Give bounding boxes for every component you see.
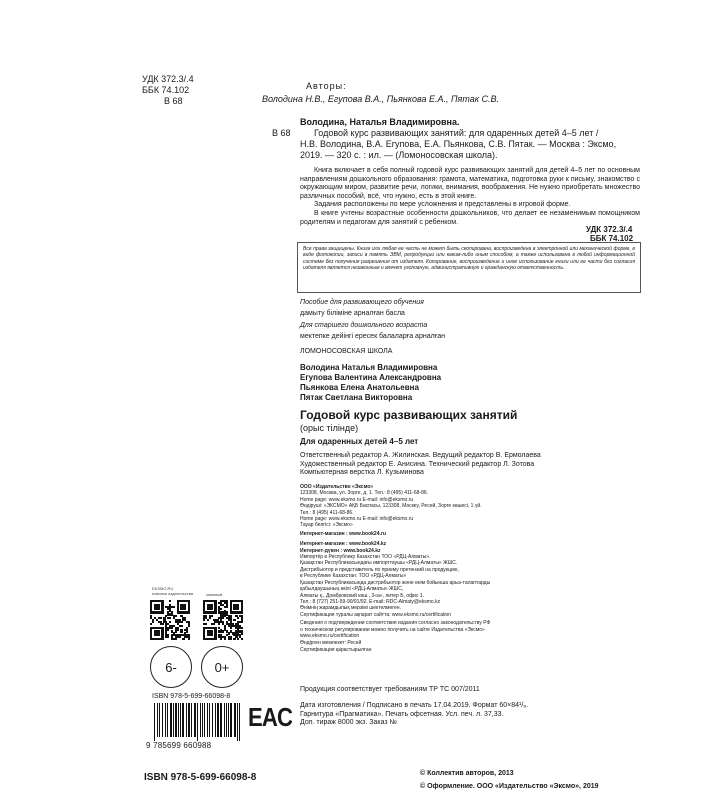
age-rating-badge [201,646,243,688]
purpose-block [300,299,445,341]
publisher-line: в Республике Казахстан: ТОО «РДЦ-Алматы» [300,573,407,580]
publisher-line: Home page: www.eksmo.ru E-mail: info@eksmo.ru [300,516,414,523]
full-authors [300,363,441,403]
entry-code: В 68 [272,128,291,138]
purpose-ru: Пособие для развивающего обучения [300,299,424,306]
publisher-line: Сертификация туралы ақпарат сайтта: www.eksmo.ru/certification [300,611,452,618]
abstract-paragraph: Книга включает в себя полный годовой курс развивающих занятий для детей 4–5 лет по основным направлениям дошкольного образования: грамота, математика, подготовка руки к письму, знакомство с окружающим миром, развитие речи, логики, внимания, воображения. Не нужно приобретать множество различных пособий, всё, что нужно, есть в этой книге. [300,167,640,200]
author-name: Пьянкова Елена Анатольевна [300,383,419,392]
publisher-line: Тауар белгісі: «Эксмо» [300,522,353,529]
editor-line: Ответственный редактор А. Жилинская. Ведущий редактор В. Ермолаева [300,452,541,459]
catalog-line: Н.В. Володина, В.А. Егупова, Е.А. Пьянкова, С.В. Пятак. — Москва : Эксмо, [300,139,617,149]
publisher-line: Тел.: 8 (727) 251-59-90/91/92. E-mail: RDC-Almaty@eksmo.kz [300,598,441,605]
print-line: Гарнитура «Прагматика». Печать офсетная. Усл. печ. л. 37,33. [300,710,504,718]
publisher-line: Сертификация қарастырылған [300,646,372,653]
catalog-entry [300,128,640,161]
qr-label-line: EKSMO.RU [152,586,174,591]
editor-line: Художественный редактор Е. Анисина. Технический редактор Л. Зотова [300,460,535,468]
publisher-line: Тел.: 8 (495) 411-68-86. [300,509,354,516]
abstract-paragraph: Задания расположены по мере усложнения и представлены в игровой форме. [314,201,571,209]
abstract [300,167,640,227]
publisher-line: Өндіруші: «ЭКСМО» АҚБ Баспасы, 123308, Мәскеу, Ресей, Зорге көшесі, 1 үй. [300,503,482,510]
print-line: Доп. тираж 8000 экз. Заказ № [300,719,398,727]
copyright-block [420,770,599,791]
authors-heading: Авторы: [306,81,347,91]
age-rating-badge [150,646,192,688]
eac-mark-icon: EAC [248,702,293,732]
barcode-digits: 9 785699 660988 [146,741,212,750]
publisher-line: Home page: www.eksmo.ru E-mail: info@eksmo.ru [300,496,414,503]
language-note: (орыс тілінде) [300,423,359,433]
udk-repeat: УДК 372.3/.4 [586,225,633,234]
editor-line: Компьютерная верстка Л. Кузьминова [300,469,424,477]
qr-label-line: новинки издательства [152,591,193,596]
publisher-line: Импортёр в Республику Казахстан ТОО «РДЦ-Алматы». [300,554,431,561]
publisher-line: ООО «Издательство «Эксмо» [300,484,374,490]
purpose-kz: дамыту біліміне арналған басла [300,309,405,317]
classification-block [142,74,194,107]
publisher-line: Дистрибьютор и представитель по приему претензий на продукцию, [300,566,459,573]
author-sign: В 68 [164,96,183,106]
publisher-line: о техническом регулировании можно получить на сайте Издательства «Эксмо» [300,626,485,633]
age-rating-value: 6- [165,659,177,675]
compliance: Продукция соответствует требованиям ТР ТС 007/2011 [300,686,480,693]
copyright-line: © Коллектив авторов, 2013 [420,770,514,777]
publisher-line: www.eksmo.ru/certification [300,632,360,639]
main-author: Володина, Наталья Владимировна. [300,117,460,127]
series-name: ЛОМОНОСОВСКАЯ ШКОЛА [300,348,393,355]
publisher-line: Өндірген мемлекет: Ресей [300,640,362,647]
bbk-code: ББК 74.102 [142,85,190,95]
qr-code-icon [203,600,243,640]
publisher-line: қабылдаушының өкілі «РДЦ-Алматы» ЖШС, [300,586,404,593]
publisher-line: Интернет-магазин : www.book24.ru [300,530,386,537]
barcode-icon [150,703,244,741]
qr-label-right: книжный [206,592,223,597]
book-title: Годовой курс развивающих занятий [300,408,518,422]
abstract-paragraph: В книге учтены возрастные особенности дошкольников, что делает ее незаменимым помощником родителям и педагогам для занятий с ребенком. [300,209,640,226]
qr-code-icon [150,600,190,640]
print-line: Дата изготовления / Подписано в печать 17.04.2019. Формат 60×84¹/₈. [300,702,529,709]
publisher-line: Өнімнің жарамдылық мерзімі шектелмеген. [300,605,401,612]
authors-list: Володина Н.В., Егупова В.А., Пьянкова Е.А., Пятак С.В. [262,94,500,104]
audience: Для одаренных детей 4–5 лет [300,437,419,446]
publisher-line: Қазақстан Республикасында дистрибьютор және өнім бойынша арыз-талаптарды [300,579,491,586]
isbn-small: ISBN 978-5-699-66098-8 [152,693,231,700]
udk-code: УДК 372.3/.4 [142,74,194,84]
publisher-line: 123308, Москва, ул. Зорге, д. 1. Тел.: 8 (495) 411-68-86. [300,490,429,497]
rights-notice: Все права защищены. Книга или любая ее часть не может быть скопирована, воспроизведена в электронной или механической форме, в виде фотокопии, записи в память ЭВМ, репродукции или каким-либо иным способом, а также использована в любой информационной системе без получения разрешения от издателя. Копирование, воспроизведение и иное использование книги или ее части без согласия издателя является незаконным и влечет уголовную, административную и гражданскую ответственность. [297,242,641,293]
print-info [300,702,528,728]
author-name: Володина Наталья Владимировна [300,363,438,372]
age-rating-value: 0+ [214,659,230,675]
isbn-bottom: ISBN 978-5-699-66098-8 [144,772,257,783]
publisher-line: Интернет-дүкен : www.book24.kz [300,547,381,554]
catalog-line: 2019. — 320 с. : ил. — (Ломоносовская школа). [300,150,498,160]
author-name: Егупова Валентина Александровна [300,373,442,382]
age-kz: мектепке дейінгі ересек балаларға арналған [300,332,446,340]
qr-label [152,586,193,596]
editors [300,452,541,478]
publisher-line: Қазақстан Республикасындағы импорттаушы «РДЦ-Алматы» ЖШС. [300,560,458,567]
copyright-line: © Оформление. ООО «Издательство «Эксмо», 2019 [420,782,599,790]
bbk-repeat: ББК 74.102 [590,234,634,243]
publisher-info [300,484,630,653]
age-ru: Для старшего дошкольного возраста [300,322,428,330]
publisher-line: Интернет-магазин : www.book24.kz [300,541,387,548]
publisher-line: Сведения о подтверждении соответствия издания согласно законодательству РФ [300,620,491,627]
catalog-line: Годовой курс развивающих занятий: для одаренных детей 4–5 лет / [314,128,599,138]
publisher-line: Алматы қ., Домбровский көш., 3«а», литер Б, офис 1. [300,592,425,599]
author-name: Пятак Светлана Викторовна [300,393,413,402]
